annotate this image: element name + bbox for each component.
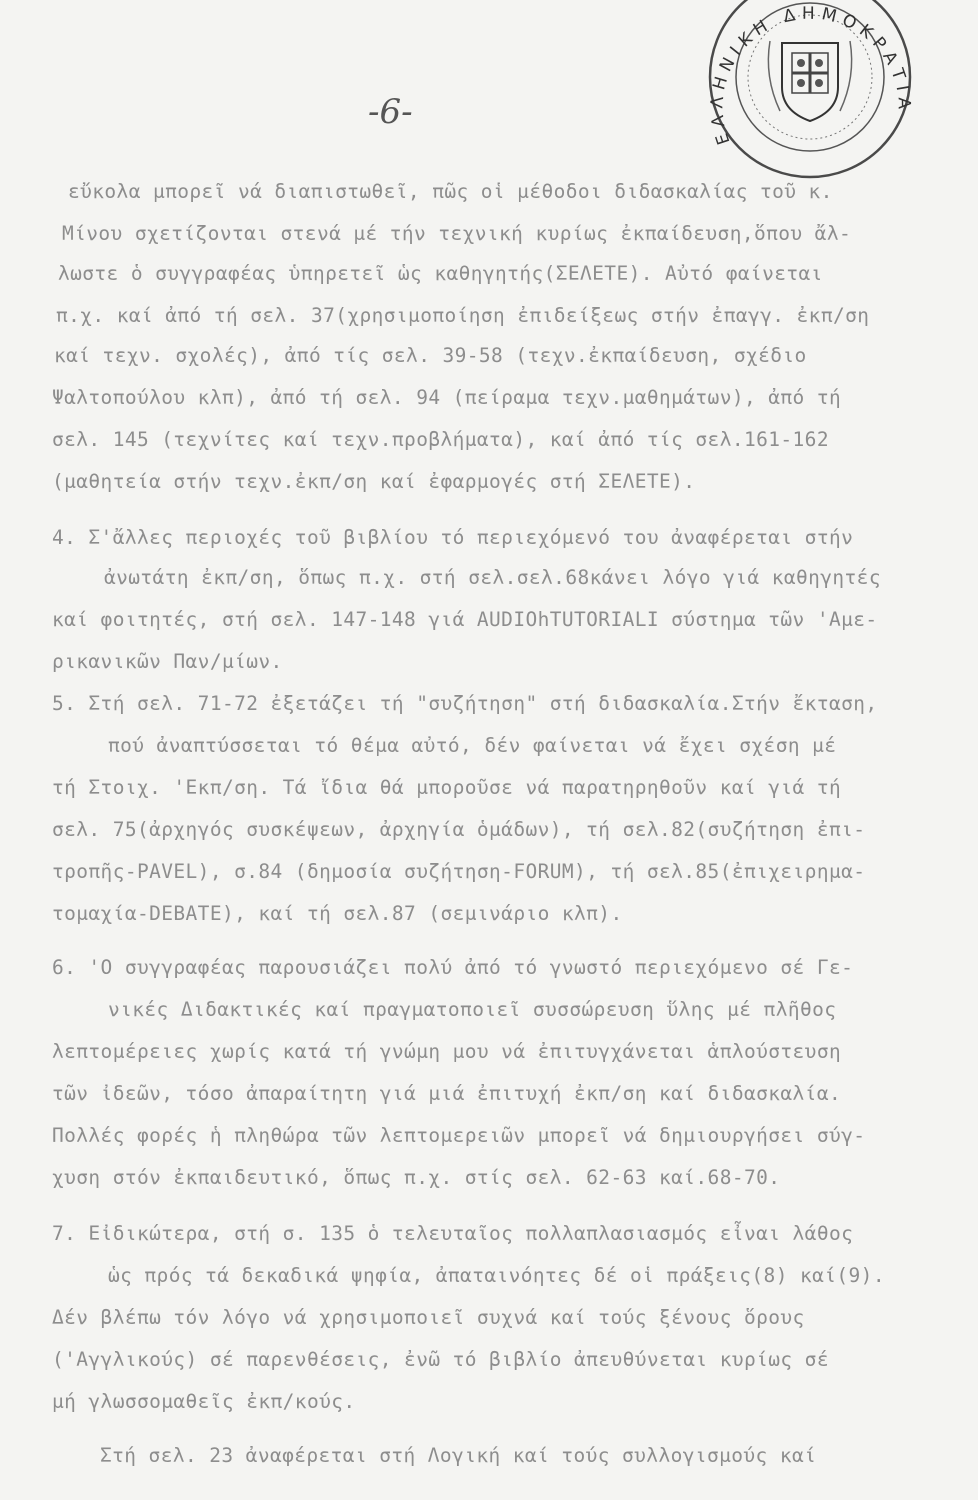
text-line: 4. Σ'ἄλλες περιοχές τοῦ βιβλίου τό περιεχόμενό του ἀναφέρεται στήν xyxy=(52,526,854,549)
official-seal-stamp xyxy=(680,0,920,192)
text-line: λωστε ὁ συγγραφέας ὑπηρετεῖ ὡς καθηγητής(ΣΕΛΕΤΕ). Αὐτό φαίνεται xyxy=(58,262,823,285)
text-line: σελ. 145 (τεχνίτες καί τεχν.προβλήματα), καί ἀπό τίς σελ.161-162 xyxy=(52,428,829,451)
text-line: Στή σελ. 23 ἀναφέρεται στή Λογική καί τούς συλλογισμούς καί xyxy=(100,1444,817,1467)
text-line: π.χ. καί ἀπό τή σελ. 37(χρησιμοποίηση ἐπιδείξεως στήν ἐπαγγ. ἐκπ/ση xyxy=(56,304,870,327)
coat-of-arms-icon xyxy=(768,41,851,121)
text-line: νικές Διδακτικές καί πραγματοποιεῖ συσσώρευση ὕλης μέ πλῆθος xyxy=(108,998,837,1021)
text-line: χυση στόν ἐκπαιδευτικό, ὅπως π.χ. στίς σελ. 62-63 καί.68-70. xyxy=(52,1166,781,1189)
text-line: Ψαλτοπούλου κλπ), ἀπό τή σελ. 94 (πείραμα τεχν.μαθημάτων), ἀπό τή xyxy=(52,386,842,409)
text-line: πού ἀναπτύσσεται τό θέμα αὐτό, δέν φαίνεται νά ἔχει σχέση μέ xyxy=(108,734,837,757)
text-line: καί φοιτητές, στή σελ. 147-148 γιά AUDIOhTUTORIALI σύστημα τῶν 'Αμε- xyxy=(52,608,878,631)
text-line: μή γλωσσομαθεῖς ἐκπ/κούς. xyxy=(52,1390,356,1413)
text-line: Πολλές φορές ἡ πληθώρα τῶν λεπτομερειῶν μπορεῖ νά δημιουργήσει σύγ- xyxy=(52,1124,866,1147)
text-line: 5. Στή σελ. 71-72 ἐξετάζει τή "συζήτηση" στή διδασκαλία.Στήν ἔκταση, xyxy=(52,692,878,715)
text-line: ὡς πρός τά δεκαδικά ψηφία, ἀπαταινόητες δέ οἱ πράξεις(8) καί(9). xyxy=(108,1264,885,1287)
text-line: εὔκολα μπορεῖ νά διαπιστωθεῖ, πῶς οἱ μέθοδοι διδασκαλίας τοῦ κ. xyxy=(68,180,833,203)
page-number: -6- xyxy=(368,92,413,132)
text-line: τή Στοιχ. 'Εκπ/ση. Τά ἴδια θά μποροῦσε νά παρατηρηθοῦν καί γιά τή xyxy=(52,776,842,799)
text-line: σελ. 75(ἀρχηγός συσκέψεων, ἀρχηγία ὁμάδων), τή σελ.82(συζήτηση ἐπι- xyxy=(52,818,866,841)
text-line: 6. 'Ο συγγραφέας παρουσιάζει πολύ ἀπό τό γνωστό περιεχόμενο σέ Γε- xyxy=(52,956,854,979)
text-line: 7. Εἰδικώτερα, στή σ. 135 ὁ τελευταῖος πολλαπλασιασμός εἶναι λάθος xyxy=(52,1222,854,1245)
text-line: Μίνου σχετίζονται στενά μέ τήν τεχνική κυρίως ἐκπαίδευση,ὅπου ἄλ- xyxy=(62,222,852,245)
text-line: λεπτομέρειες χωρίς κατά τή γνώμη μου νά ἐπιτυγχάνεται ἁπλούστευση xyxy=(52,1040,842,1063)
text-line: ('Αγγλικούς) σέ παρενθέσεις, ἐνῶ τό βιβλίο ἀπευθύνεται κυρίως σέ xyxy=(52,1348,829,1371)
text-line: (μαθητεία στήν τεχν.ἐκπ/ση καί ἐφαρμογές στή ΣΕΛΕΤΕ). xyxy=(52,470,696,493)
text-line: καί τεχν. σχολές), ἀπό τίς σελ. 39-58 (τεχν.ἐκπαίδευση, σχέδιο xyxy=(54,344,807,367)
text-line: ἀνωτάτη ἐκπ/ση, ὅπως π.χ. στή σελ.σελ.68κάνει λόγο γιά καθηγητές xyxy=(104,566,881,589)
text-line: τομαχία-DEBATE), καί τή σελ.87 (σεμινάριο κλπ). xyxy=(52,902,623,925)
text-line: Δέν βλέπω τόν λόγο νά χρησιμοποιεῖ συχνά καί τούς ξένους ὅρους xyxy=(52,1306,805,1329)
text-line: τροπῆς-PAVEL), σ.84 (δημοσία συζήτηση-FORUM), τή σελ.85(ἐπιχειρημα- xyxy=(52,860,866,883)
text-line: τῶν ἰδεῶν, τόσο ἀπαραίτητη γιά μιά ἐπιτυχή ἐκπ/ση καί διδασκαλία. xyxy=(52,1082,842,1105)
seal-lettering: ΕΛΛΗΝΙΚΗ ΔΗΜΟΚΡΑΤΙΑ xyxy=(707,3,914,148)
text-line: ρικανικῶν Παν/μίων. xyxy=(52,650,283,673)
